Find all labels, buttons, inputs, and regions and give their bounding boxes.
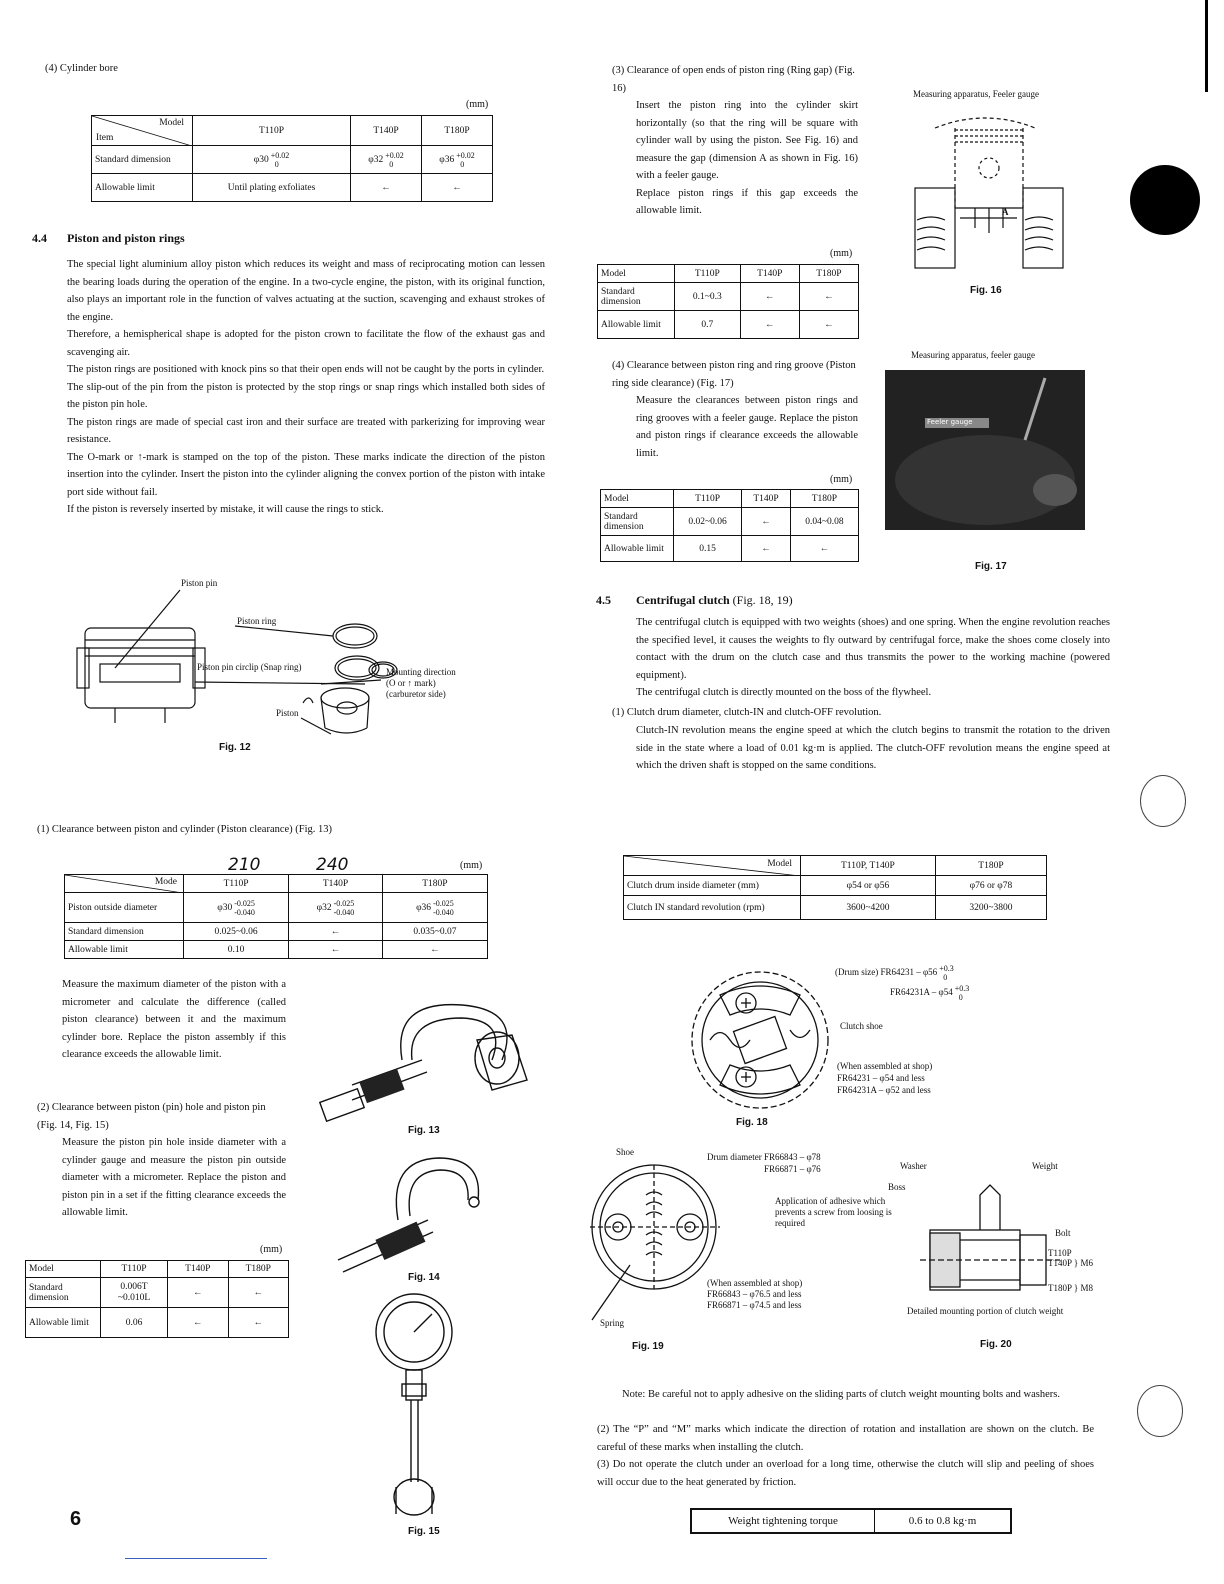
section-number: 4.4 — [32, 231, 47, 245]
cylinder-bore-table: Model Item T110P T140P T180P Standard dimension φ30 +0.02 0 φ32 +0.02 0 φ36 +0.02 0 Allowable limit Until plating exfoliates ← ← — [91, 115, 493, 202]
fig17-photo — [885, 370, 1085, 530]
edge-mark — [1205, 0, 1208, 92]
fig17-label: Fig. 17 — [975, 561, 1007, 572]
fig19-shoe-label: Shoe — [616, 1147, 634, 1157]
handwritten-note-2: 240 — [316, 855, 349, 875]
clutch-note-3: (3) Do not operate the clutch under an overload for a long time, otherwise the clutch will slip and peeling of shoes will occur due to the heat generated by friction. — [597, 1459, 1094, 1488]
fig20-m8-label: T180P } M8 — [1048, 1283, 1094, 1293]
fig18-label: Fig. 18 — [736, 1117, 768, 1128]
unit-label: (mm) — [466, 99, 489, 110]
fig16-caption: Measuring apparatus, Feeler gauge — [913, 89, 1039, 99]
margin-punch-hole — [1130, 165, 1200, 235]
page-number: 6 — [70, 1508, 82, 1530]
section-title: Piston and piston rings — [67, 231, 185, 245]
clutch-section-number: 4.5 — [596, 593, 611, 607]
fig16-dimension-A: A — [1002, 207, 1009, 217]
fig16-drawing — [905, 108, 1065, 278]
margin-punch-hole-outline — [1137, 1385, 1183, 1437]
fig14-micrometer-drawing — [318, 1150, 488, 1275]
fig20-m6-label: T110P T140P } M6 — [1048, 1248, 1094, 1268]
fig17-feeler-tag: Feeler gauge — [927, 418, 973, 426]
unit-label: (mm) — [460, 860, 483, 871]
side-clearance-table: Model T110P T140P T180P Standard dimension 0.02~0.06 ← 0.04~0.08 Allowable limit 0.15 ← ← — [600, 489, 859, 562]
label-mounting-direction: Mounting direction (O or ↑ mark) (carburetor side) — [386, 667, 456, 699]
margin-punch-hole-outline — [1140, 775, 1186, 827]
fig20-label: Fig. 20 — [980, 1339, 1012, 1350]
fig17-caption: Measuring apparatus, feeler gauge — [911, 350, 1035, 360]
clutch-table: Model T110P, T140P T180P Clutch drum inside diameter (mm) φ54 or φ56 φ76 or φ78 Clutch IN standard revolution (rpm) 3600~4200 3200~3800 — [623, 855, 1047, 920]
torque-table: Weight tightening torque 0.6 to 0.8 kg·m — [690, 1508, 1012, 1534]
fig16-label: Fig. 16 — [970, 285, 1002, 296]
piston-body: The special light aluminium alloy piston which reduces its weight and mass of reciprocating motion can lessen the bearing loads during the operation of the engine. In a two-cycle engine, the piston, with its original function, also plays an important role in the function of valves actuating at the suction, scavenging and exhaust strokes of the engine. Therefore, a hemispherical shape is adopted for the piston crown to facilitate the flow of the exhaust gas and scavenging air. The piston rings are positioned with knock pins so that their open ends will not be caught by the ports in cylinder. The slip-out of the pin from the piston is protected by the stop rings or snap rings which installed both sides of the piston pin hole. The piston rings are made of special cast iron and their surface are treated with parkerizing for improving wear resistance. The O-mark or ↑-mark is stamped on the top of the piston. These marks indicate the direction of the piston insertion into the cylinder. Insert the piston into the cylinder aligning the convex portion of the piston with intake port side without fail. If the piston is reversely inserted by mistake, it will cause the rings to stick. — [67, 259, 545, 515]
ring-gap-table: Model T110P T140P T180P Standard dimension 0.1~0.3 ← ← Allowable limit 0.7 ← ← — [597, 264, 859, 339]
fig18-drum-size-2: FR64231A – φ54 +0.3 0 — [890, 984, 970, 1002]
unit-label: (mm) — [830, 248, 853, 259]
fig18-shop-note: (When assembled at shop) FR64231 – φ54 and less FR64231A – φ52 and less — [837, 1061, 933, 1095]
fig14-label: Fig. 14 — [408, 1272, 440, 1283]
fig19-label: Fig. 19 — [632, 1341, 664, 1352]
clutch-body: The centrifugal clutch is equipped with two weights (shoes) and one spring. When the engine revolution reaches the specified level, it causes the weights to fly outward by centrifugal force, make the shoes come closely into contact with the drum on the clutch case and thus transmits the power to the working machine (powered equipment). The centrifugal clutch is directly mounted on the boss of the flywheel. — [636, 617, 1110, 698]
piston-clearance-heading: (1) Clearance between piston and cylinder (Piston clearance) (Fig. 13) — [37, 824, 333, 835]
fig20-boss-label: Boss — [888, 1182, 906, 1192]
fig13-label: Fig. 13 — [408, 1125, 440, 1136]
side-clearance-text: Measure the clearances between piston rings and ring grooves with a feeler gauge. Replace the piston and piston rings if clearance exceeds the allowable limit. — [636, 395, 858, 459]
fig19-clutch-drawing — [590, 1155, 720, 1325]
header-diagonal-cell: Model Item — [92, 116, 193, 146]
label-circlip: Piston pin circlip (Snap ring) — [197, 662, 302, 672]
piston-clearance-text: Measure the maximum diameter of the piston with a micrometer and calculate the difference (called piston clearance) between it and the maximum cylinder bore. Replace the piston assembly if this clearance exceeds the allowable limit. — [62, 979, 286, 1060]
side-clearance-heading: (4) Clearance between piston ring and ring groove (Piston ring side clearance) (Fig. 17) — [612, 360, 856, 389]
label-piston: Piston — [276, 708, 299, 718]
fig20-bolt-label: Bolt — [1055, 1228, 1071, 1238]
fig20-weight-label: Weight — [1032, 1161, 1058, 1171]
pin-clearance-text: Measure the piston pin hole inside diameter with a cylinder gauge and measure the piston pin outside diameter with a micrometer. Replace the piston and piston pin in a set if the fitting clearance exceeds the allowable limit. — [62, 1137, 286, 1218]
label-piston-ring: Piston ring — [237, 616, 277, 626]
fig13-micrometer-drawing — [312, 990, 532, 1130]
clutch-revolution-text: Clutch-IN revolution means the engine speed at which the clutch begins to transmit the rotation to the driven side in the state where a load of 0.01 kg·m is applied. The clutch-OFF revolution means the engine speed at which the driven shaft is stopped on the same conditions. — [636, 725, 1110, 771]
cylinder-bore-heading: (4) Cylinder bore — [45, 63, 118, 74]
fig15-cylinder-gauge-drawing — [366, 1292, 466, 1522]
fig18-clutch-drawing — [680, 965, 840, 1115]
ring-gap-text: Insert the piston ring into the cylinder skirt horizontally (so that the ring will be square with cylinder wall by using the piston. See Fig. 16) and measure the gap (dimension A as shown in Fig. 16) with a feeler gauge. Replace piston rings if this gap exceeds the allowable limit. — [636, 100, 858, 216]
fig19-spring-label: Spring — [600, 1318, 625, 1328]
clutch-subheading: (1) Clutch drum diameter, clutch-IN and clutch-OFF revolution. — [612, 707, 882, 718]
unit-label: (mm) — [830, 474, 853, 485]
fig19-shop-note: (When assembled at shop) FR66843 – φ76.5 and less FR66871 – φ74.5 and less — [707, 1278, 803, 1310]
pin-clearance-table: Model T110P T140P T180P Standard dimension 0.006T ~0.010L ← ← Allowable limit 0.06 ← ← — [25, 1260, 289, 1338]
ring-gap-heading: (3) Clearance of open ends of piston ring (Ring gap) (Fig. 16) — [612, 65, 855, 94]
fig18-clutch-shoe-label: Clutch shoe — [840, 1021, 883, 1031]
fig20-caption: Detailed mounting portion of clutch weight — [907, 1306, 1064, 1316]
label-piston-pin: Piston pin — [181, 578, 218, 588]
fig15-label: Fig. 15 — [408, 1526, 440, 1537]
clutch-note: Note: Be careful not to apply adhesive on the sliding parts of clutch weight mounting bolts and washers. — [622, 1389, 1060, 1400]
fig12-label: Fig. 12 — [219, 742, 251, 753]
fig19-drum-diameter: Drum diameter FR66843 – φ78 FR66871 – φ76 — [707, 1152, 821, 1174]
fig20-washer-label: Washer — [900, 1161, 927, 1171]
fig18-drum-size-1: (Drum size) FR64231 – φ56 +0.3 0 — [835, 964, 954, 982]
fig20-adhesive-note: Application of adhesive which prevents a screw from loosing is required — [775, 1196, 892, 1228]
fig17-photo-detail — [885, 370, 1085, 530]
clutch-note-2: (2) The “P” and “M” marks which indicate the direction of rotation and installation are shown on the clutch. Be careful of these marks when installing the clutch. — [597, 1424, 1094, 1453]
piston-clearance-table: Mode T110P T140P T180P Piston outside diameter φ30 -0.025 -0.040 φ32 -0.025 -0.040 φ36 -0.025 -0.040 Standard dimension 0.025~0.06 ← 0.035~0.07 Allowable limit 0.10 ← ← — [64, 874, 488, 959]
footer-rule — [125, 1558, 267, 1559]
unit-label: (mm) — [260, 1244, 283, 1255]
handwritten-note-1: 210 — [228, 855, 261, 875]
pin-clearance-heading: (2) Clearance between piston (pin) hole and piston pin (Fig. 14, Fig. 15) — [37, 1102, 266, 1131]
clutch-section-title: Centrifugal clutch (Fig. 18, 19) — [636, 593, 793, 607]
